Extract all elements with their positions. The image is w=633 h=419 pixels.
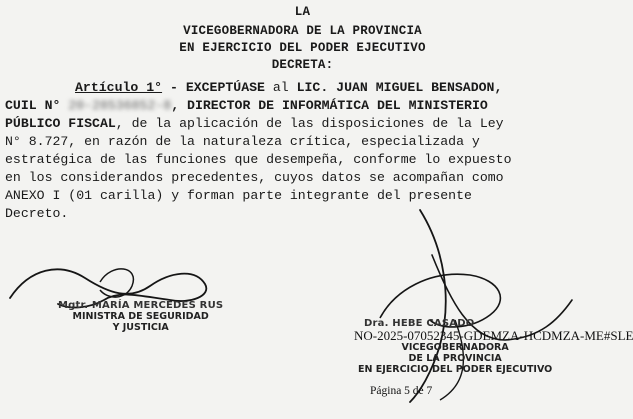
cuil-label: CUIL N° <box>5 98 61 113</box>
left-signature-loop <box>100 269 133 297</box>
article-org: PÚBLICO FISCAL <box>5 116 116 131</box>
signer-right-name: Dra. HEBE CASADO <box>364 318 475 329</box>
signer-left-title-2: Y JUSTICIA <box>112 322 169 333</box>
header-line-la: LA <box>294 5 311 19</box>
article-line-7: ANEXO I (01 carilla) y forman parte integrante del presente <box>5 188 472 203</box>
signer-left-name: Mgtr. MARÍA MERCEDES RUS <box>58 300 224 311</box>
header-line-poder-ejecutivo: EN EJERCICIO DEL PODER EJECUTIVO <box>179 41 426 55</box>
article-line-3 <box>5 115 504 133</box>
signature-block-left <box>58 300 223 333</box>
signer-left-title-1: MINISTRA DE SEGURIDAD <box>72 311 209 322</box>
page-number: Página 5 de 7 <box>370 385 433 397</box>
signer-right-title-1: VICEGOBERNADORA <box>401 342 509 353</box>
article-line3-rest: , de la aplicación de las disposiciones de la Ley <box>115 116 504 131</box>
article-line-2 <box>5 97 488 115</box>
gde-reference-number: NO-2025-07052345-GDEMZA-HCDMZA-ME#SLE <box>354 328 633 343</box>
article-line-5: estratégica de las funciones que desempeña, conforme lo expuesto <box>5 152 512 167</box>
signer-right-title-2: DE LA PROVINCIA <box>408 353 502 364</box>
article-line-4: N° 8.727, en razón de la naturaleza crítica, especializada y <box>5 134 480 149</box>
article-al: al <box>264 80 297 95</box>
article-dash: - <box>162 80 186 95</box>
article-verb: EXCEPTÚASE <box>185 80 265 95</box>
article-line-6: en los considerandos precedentes, cuyos datos se acompañan como <box>5 170 504 185</box>
article-line-1 <box>5 79 502 97</box>
cuil-value-redacted: 20-28536852-8 <box>68 98 172 113</box>
article-label: Artículo 1° <box>75 80 163 95</box>
header-line-vicegobernadora: VICEGOBERNADORA DE LA PROVINCIA <box>183 24 422 38</box>
article-person: LIC. JUAN MIGUEL BENSADON, <box>296 80 503 95</box>
article-role: , DIRECTOR DE INFORMÁTICA DEL MINISTERIO <box>171 98 488 113</box>
signature-block-right <box>358 318 552 375</box>
header-line-decreta: DECRETA: <box>271 58 334 72</box>
signer-right-title-3: EN EJERCICIO DEL PODER EJECUTIVO <box>358 364 553 375</box>
article-line-8: Decreto. <box>5 206 69 221</box>
